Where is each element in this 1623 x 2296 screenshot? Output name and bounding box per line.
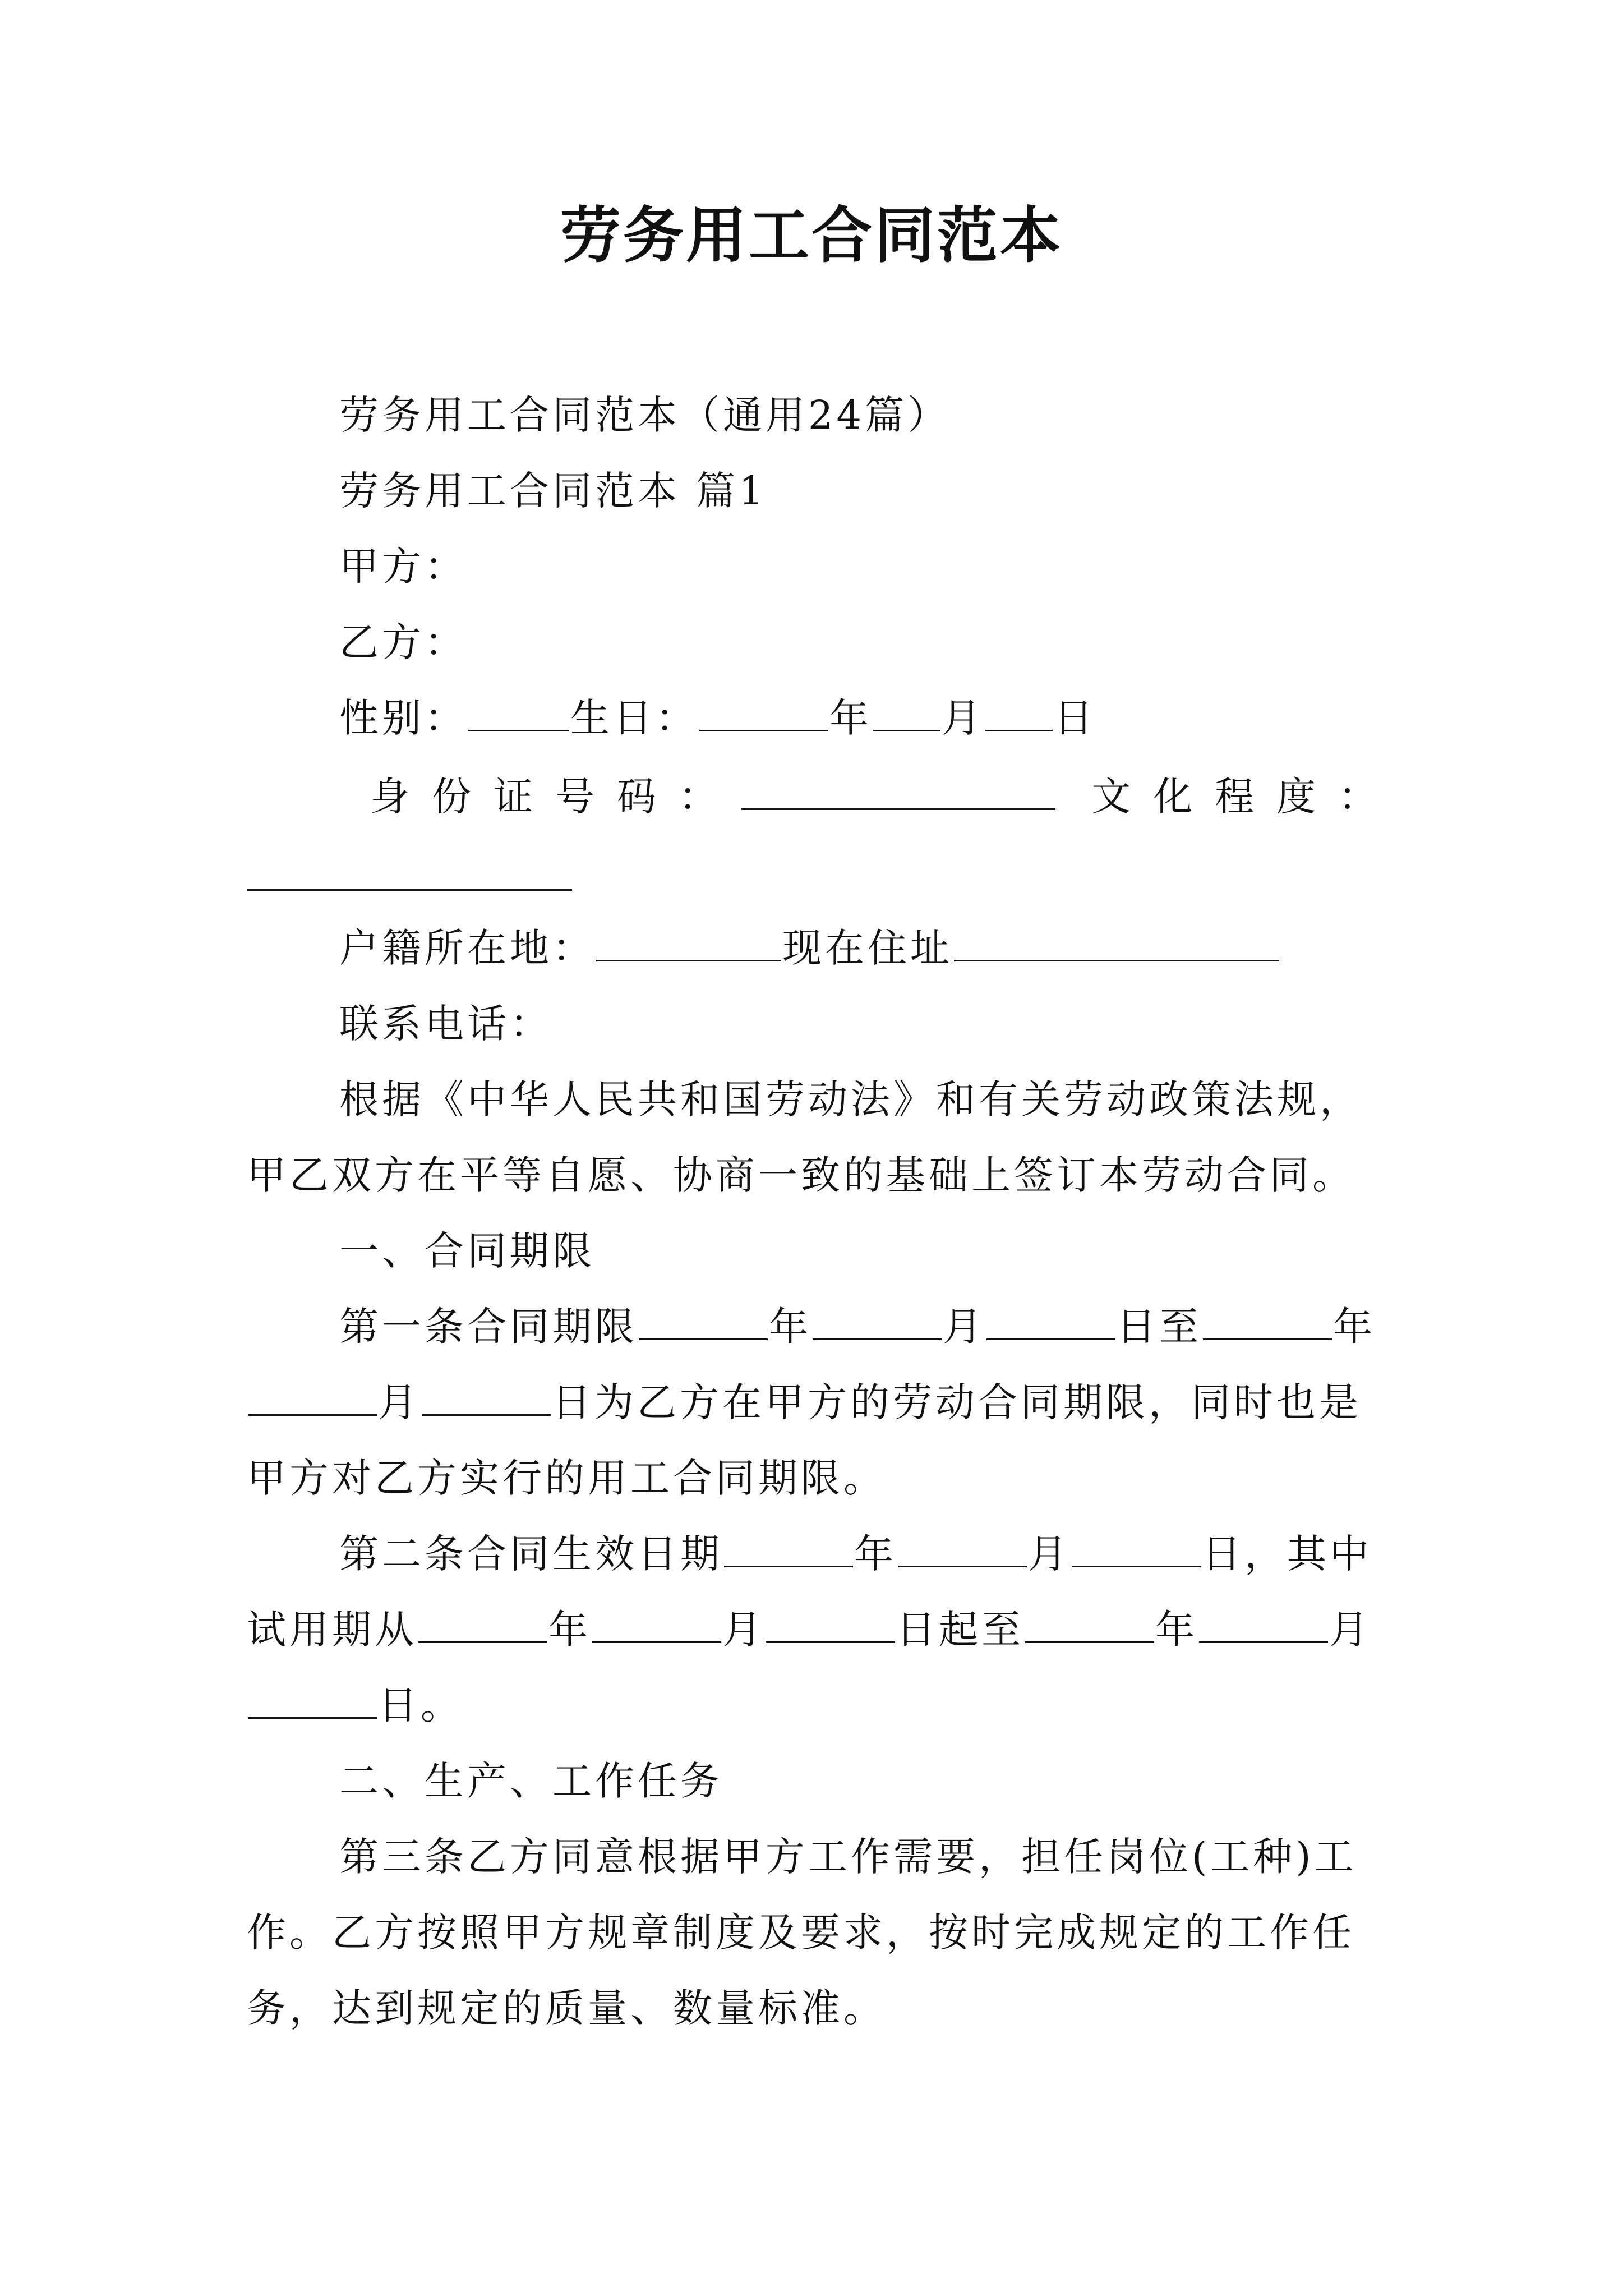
address-label: 现在住址 [782, 925, 953, 971]
blank [1203, 1299, 1332, 1340]
blank [248, 1375, 377, 1416]
year-char: 年 [769, 1304, 811, 1350]
party-a-label: 甲方： [339, 544, 467, 590]
month-char: 月 [722, 1607, 765, 1653]
blank [639, 1299, 768, 1340]
paragraph-line: 第三条乙方同意根据甲方工作需要，担任岗位(工种)工 [339, 1834, 1357, 1880]
month-char: 月 [943, 1304, 985, 1350]
blank [1072, 1526, 1201, 1567]
article-2-line [247, 1677, 1396, 1733]
article-1-line [339, 1299, 1489, 1355]
birth-year-blank [699, 691, 828, 731]
article-2-label: 第二条合同生效日期 [339, 1531, 723, 1577]
document-title: 劳务用工合同范本 [560, 200, 1063, 271]
household-blank [596, 921, 781, 961]
id-number-blank [741, 769, 1055, 810]
blank [248, 1678, 377, 1719]
section-heading: 一、合同期限 [339, 1228, 595, 1274]
party-b-label: 乙方： [339, 619, 467, 665]
month-char: 月 [1329, 1607, 1372, 1653]
phone-label: 联系电话： [339, 1001, 552, 1047]
month-char: 月 [378, 1379, 421, 1425]
gender-birthday-line [339, 690, 1489, 746]
article-2-line [247, 1602, 1396, 1658]
birth-month-blank [873, 691, 940, 731]
article-2-line [339, 1526, 1489, 1582]
paragraph-line: 甲乙双方在平等自愿、协商一致的基础上签订本劳动合同。 [247, 1152, 1355, 1198]
article-1-line [247, 1374, 1396, 1430]
day-char: 日 [1054, 695, 1096, 741]
birth-day-blank [985, 691, 1053, 731]
year-char: 年 [1333, 1304, 1376, 1350]
blank [813, 1299, 942, 1340]
blank [1025, 1602, 1154, 1643]
id-number-label: 身份证号码： [370, 774, 740, 820]
paragraph-line: 根据《中华人民共和国劳动法》和有关劳动政策法规， [339, 1076, 1362, 1122]
day-from-to-char: 日起至 [896, 1607, 1024, 1653]
paragraph-line: 务，达到规定的质量、数量标准。 [247, 1985, 886, 2031]
education-blank [247, 867, 572, 891]
year-char: 年 [829, 695, 872, 741]
paragraph-line: 甲方对乙方实行的用工合同期限。 [247, 1455, 886, 1501]
section-heading: 二、生产、工作任务 [339, 1758, 723, 1804]
year-char: 年 [854, 1531, 897, 1577]
blank [986, 1299, 1115, 1340]
article-1-label: 第一条合同期限 [339, 1304, 638, 1350]
article-1-text: 日为乙方在甲方的劳动合同期限，同时也是 [552, 1379, 1362, 1425]
month-char: 月 [942, 695, 984, 741]
blank [724, 1526, 853, 1567]
paragraph-line: 作。乙方按照甲方规章制度及要求，按时完成规定的工作任 [247, 1910, 1355, 1955]
probation-label: 试用期从 [247, 1607, 417, 1653]
residence-line [339, 920, 1489, 976]
id-education-line [370, 769, 1520, 825]
article-2-text: 日，其中 [1202, 1531, 1372, 1577]
blank [592, 1602, 721, 1643]
subtitle-collection: 劳务用工合同范本（通用24篇） [339, 392, 951, 438]
gender-label: 性别： [339, 695, 467, 741]
blank [418, 1602, 547, 1643]
year-char: 年 [548, 1607, 591, 1653]
address-blank [954, 921, 1279, 961]
blank [898, 1526, 1027, 1567]
household-label: 户籍所在地： [339, 925, 595, 971]
gender-blank [468, 691, 569, 731]
blank [766, 1602, 895, 1643]
section-heading: 劳务用工合同范本 篇1 [339, 468, 767, 514]
day-char: 日。 [378, 1682, 463, 1728]
month-char: 月 [1028, 1531, 1071, 1577]
blank [1199, 1602, 1328, 1643]
birthday-label: 生日： [570, 695, 698, 741]
blank [422, 1375, 551, 1416]
education-label: 文化程度： [1091, 774, 1400, 820]
year-char: 年 [1155, 1607, 1198, 1653]
day-to-char: 日至 [1117, 1304, 1202, 1350]
